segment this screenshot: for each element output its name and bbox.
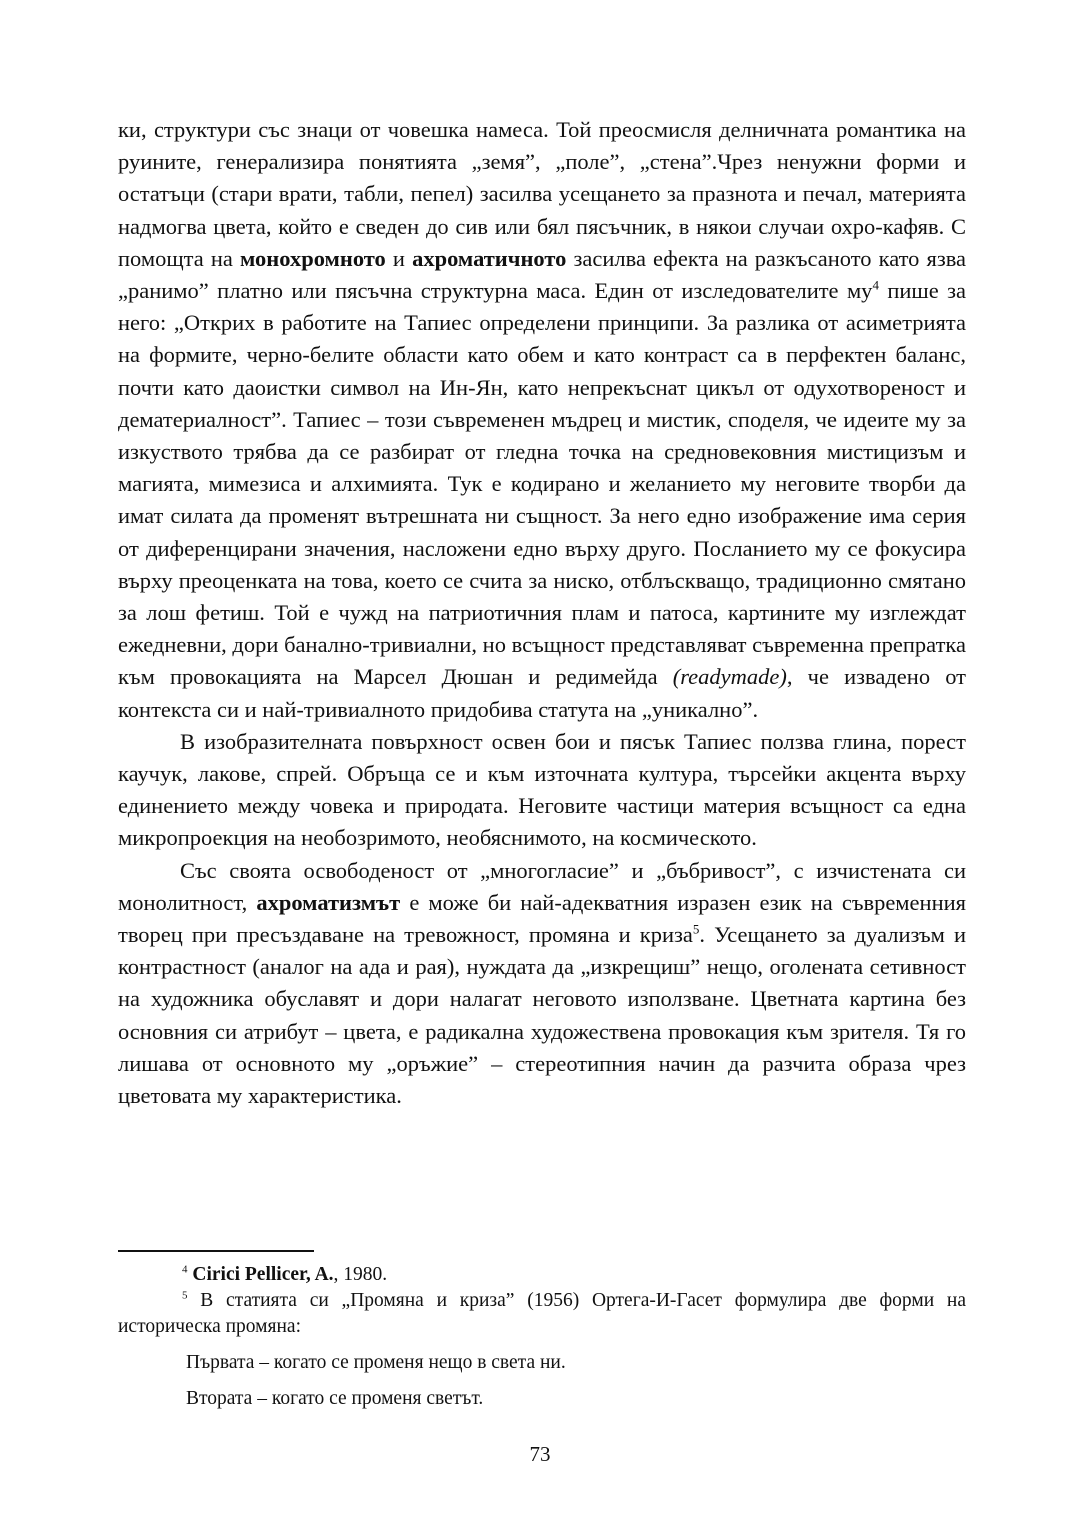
- text-run: пише за него: „Открих в работите на Тапиес определени принципи. За разлика от асиметрията на формите, черно-белите области като обем и като контраст са в перфектен баланс, почти като даоистки символ на Ин-Ян, като непрекъснат цикъл от одухотвореност и дематериалност”. Тапиес – този съвременен мъдрец и мистик, споделя, че идеите му за изкуството трябва да се разбират от гледна точка на средновековния мистицизъм и магията, мимезиса и алхимията. Тук е кодирано и желанието му неговите творби да имат силата да променят вътрешната ни същност. За него едно изображение има серия от диференцирани значения, насложени едно върху друго. Посланието му се фокусира върху преоценката на това, което се счита за ниско, отблъскващо, традиционно смятано за лош фетиш. Той е чужд на патриотичния плам и патоса, картините му изглеждат ежедневни, дори банално-тривиални, но всъщност представляват съвременна препратка към провокацията на Марсел Дюшан и редимейда: [118, 278, 967, 690]
- text-run: и: [392, 245, 405, 271]
- text-run: Със своята освободеност от „многогласие” и „бъбривост”, с изчистената си монолитност,: [118, 857, 966, 915]
- text-run: засилва ефекта на разкъсаното като язва „ранимо” платно или пясъчна структурна маса. Един от изследователите му: [118, 245, 967, 304]
- footnotes: [118, 1262, 966, 1412]
- footnote-separator: [118, 1250, 314, 1252]
- footnote-ref-4[interactable]: 4: [872, 277, 879, 293]
- italic-term-readymade: (readymade): [672, 664, 787, 690]
- paragraph-1: [118, 114, 966, 726]
- text-run: ки, структури със знаци от човешка намеса. Той преосмисля делничната романтика на руините, генерализира понятията „земя”, „поле”, „стена”.Чрез ненужни форми и остатъци (стари врати, табли, пепел) засилва усещането за празнота и печал, материята надмогва цвета, който е сведен до сив или бял пясъчник, в някои случаи охро-кафяв. С помощта на: [118, 117, 966, 271]
- paragraph-2: В изобразителната повърхност освен бои и пясък Тапиес ползва глина, порест каучук, лакове, спрей. Обръща се и към източната култура, търсейки акцента върху единението между човека и природата. Неговите частици материя всъщност са една микропроекция на необозримото, необяснимото, на космическото.: [118, 728, 966, 851]
- footnote-line-second: Втората – когато се променя светът.: [186, 1388, 484, 1409]
- bold-term-achromatic: ахроматичното: [412, 245, 567, 271]
- footnote-5: [118, 1288, 966, 1340]
- footnote-line-first: Първата – когато се променя нещо в света ни.: [186, 1352, 566, 1373]
- footnote-4: [118, 1262, 966, 1288]
- footnote-ref-5[interactable]: 5: [692, 921, 700, 937]
- page-number: 73: [529, 1442, 551, 1466]
- footnote-text: , 1980.: [333, 1264, 388, 1285]
- footnote-number: 4: [182, 1263, 188, 1276]
- bold-term-achromatism: ахроматизмът: [256, 889, 401, 915]
- main-text: [118, 114, 966, 1112]
- paragraph-3: [118, 855, 966, 1113]
- footnote-number: 5: [182, 1289, 188, 1302]
- text-run: е може би най-адекватния изразен език на съвременния творец при пресъздаване на тревожност, промяна и криза: [118, 889, 967, 948]
- text-run: . Усещането за дуализъм и контрастност (аналог на ада и рая), нуждата да „изкрещиш” нещо, оголената сетивност на художника обуславят и дори налагат неговото използване. Цветната картина без основния си атрибут – цвета, е радикална художествена провокация към зрителя. Тя го лишава от основното му „оръжие” – стереотипния начин да разчита образа чрез цветовата му характеристика.: [118, 922, 966, 1109]
- footnote-text: В статията си „Промяна и криза” (1956) Ортега-И-Гасет формулира две форми на историческа промяна:: [118, 1290, 967, 1337]
- text-run: , че извадено от контекста си и най-тривиалното придобива статута на „уникално”.: [118, 664, 967, 722]
- bold-term-monochrome: монохромното: [240, 245, 386, 271]
- footnote-author: Cirici Pellicer, A.: [192, 1264, 334, 1285]
